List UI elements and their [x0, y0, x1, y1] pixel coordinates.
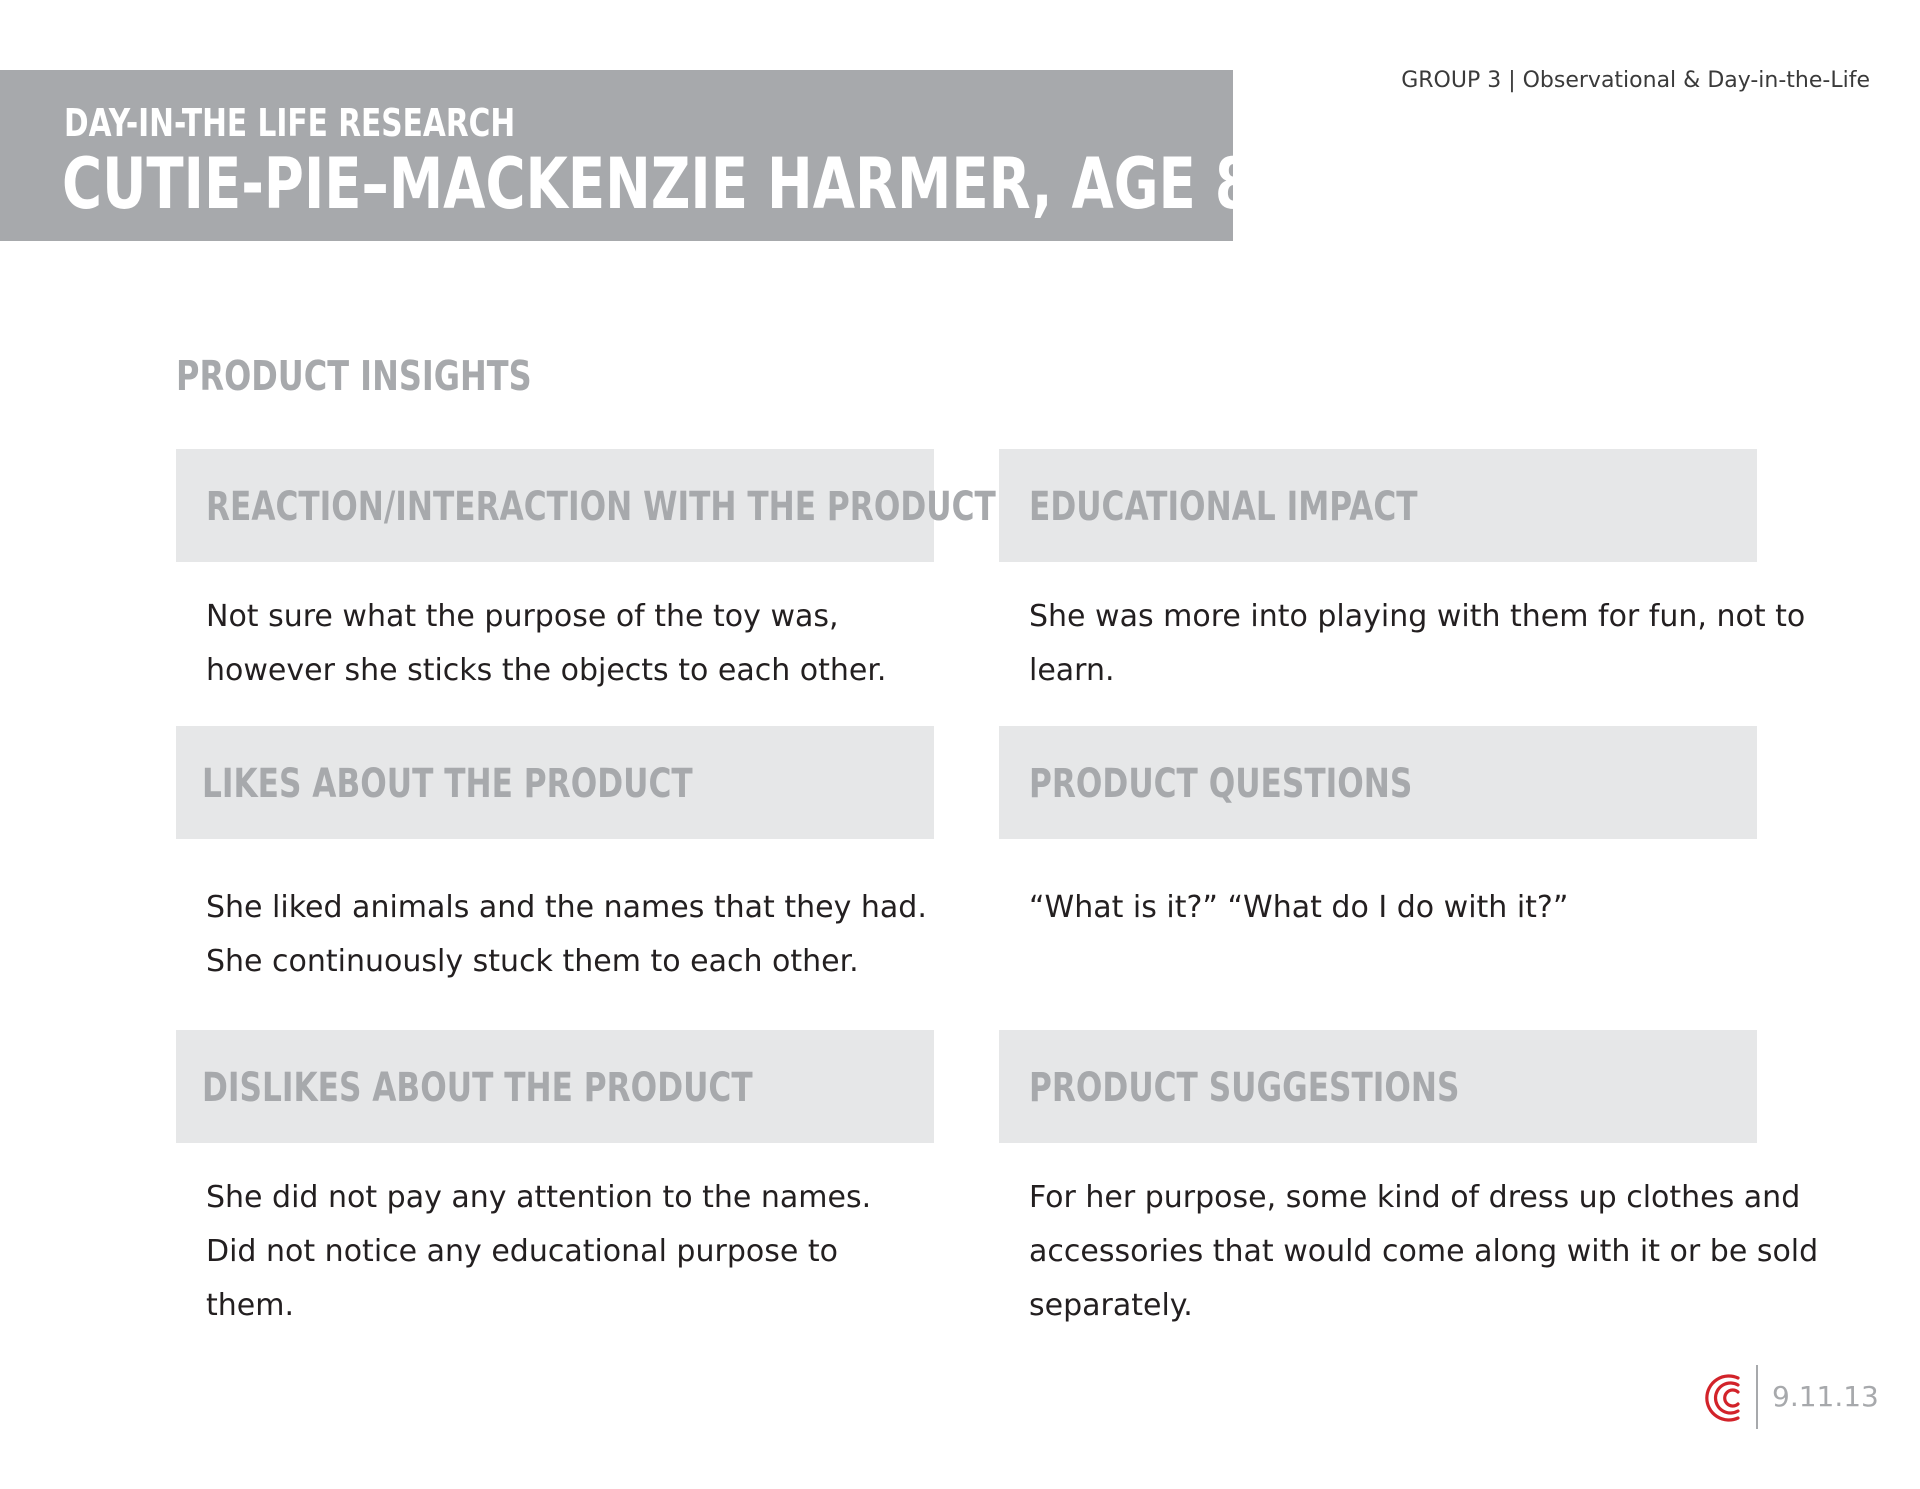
header-eyebrow: DAY-IN-THE LIFE RESEARCH: [64, 101, 516, 145]
card-heading-questions: [999, 726, 1757, 839]
card-heading-educational-impact: [999, 449, 1757, 562]
group-label: GROUP 3 | Observational & Day-in-the-Life: [1401, 68, 1870, 93]
card-body-educational-impact: [1029, 590, 1805, 698]
card-heading-text: DISLIKES ABOUT THE PRODUCT: [202, 1065, 753, 1111]
card-heading-likes: [176, 726, 934, 839]
section-title: PRODUCT INSIGHTS: [176, 352, 532, 400]
concentric-c-logo-icon: [1698, 1369, 1744, 1427]
card-body-reaction: [206, 590, 886, 698]
card-body-line: She liked animals and the names that they had.: [206, 890, 927, 925]
card-body-suggestions: [1029, 1171, 1818, 1333]
card-body-likes: [206, 881, 927, 989]
card-body-line: accessories that would come along with it or be sold: [1029, 1234, 1819, 1269]
footer-divider: [1756, 1365, 1758, 1429]
card-body-line: Did not notice any educational purpose to: [206, 1234, 838, 1269]
card-body-dislikes: [206, 1171, 871, 1333]
card-body-line: She did not pay any attention to the names.: [206, 1180, 872, 1215]
card-heading-suggestions: [999, 1030, 1757, 1143]
card-heading-text: PRODUCT QUESTIONS: [1029, 761, 1413, 807]
card-body-line: separately.: [1029, 1288, 1193, 1323]
card-body-line: however she sticks the objects to each other.: [206, 653, 887, 688]
card-heading-text: REACTION/INTERACTION WITH THE PRODUCT: [206, 484, 996, 530]
card-body-line: For her purpose, some kind of dress up clothes and: [1029, 1180, 1801, 1215]
card-body-line: “What is it?” “What do I do with it?”: [1029, 890, 1569, 925]
page-title: CUTIE-PIE–MACKENZIE HARMER, AGE 8: [62, 143, 1253, 225]
footer-date: 9.11.13: [1772, 1380, 1879, 1413]
card-body-line: them.: [206, 1288, 294, 1323]
card-body-line: She continuously stuck them to each other.: [206, 944, 859, 979]
card-body-line: Not sure what the purpose of the toy was,: [206, 599, 839, 634]
card-heading-text: PRODUCT SUGGESTIONS: [1029, 1065, 1460, 1111]
card-heading-reaction: [176, 449, 996, 562]
card-body-line: She was more into playing with them for fun, not to: [1029, 599, 1806, 634]
card-body-questions: [1029, 881, 1568, 935]
card-heading-text: LIKES ABOUT THE PRODUCT: [202, 761, 693, 807]
card-heading-dislikes: [176, 1030, 934, 1143]
card-body-line: learn.: [1029, 653, 1115, 688]
card-heading-text: EDUCATIONAL IMPACT: [1029, 484, 1418, 530]
